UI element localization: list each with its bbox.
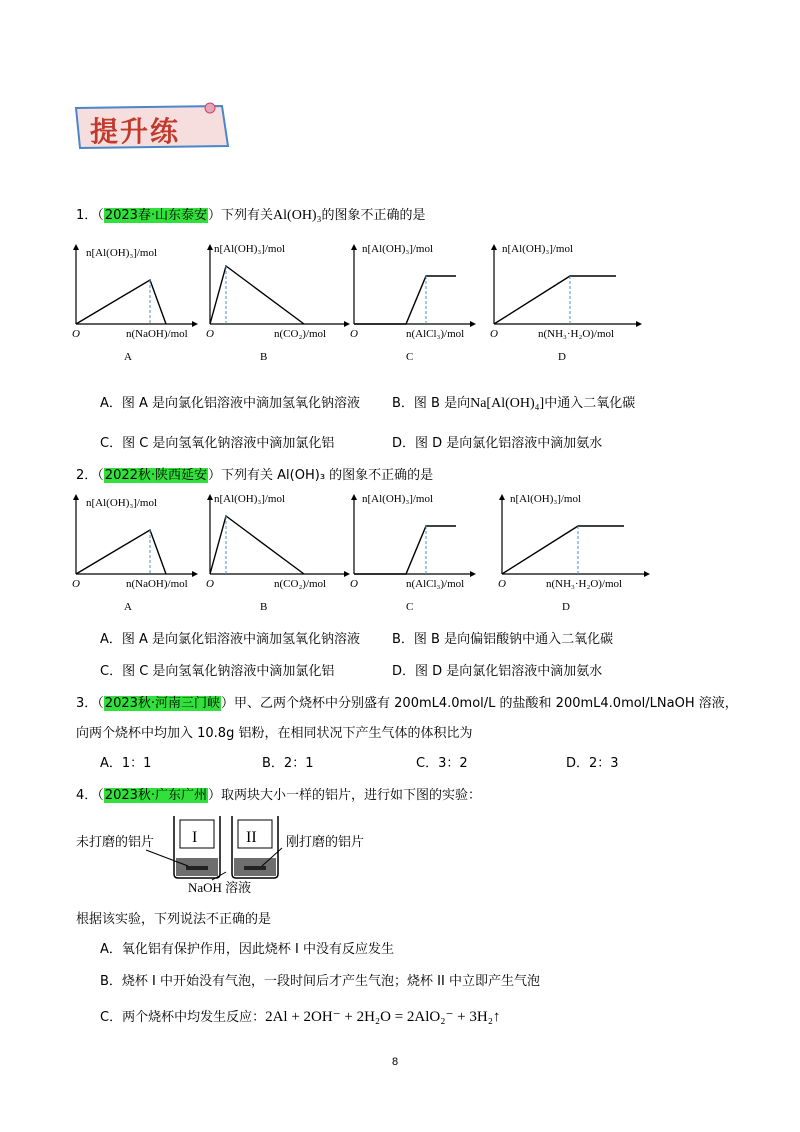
question-4-sub-stem: 根据该实验，下列说法不正确的是 — [76, 912, 272, 927]
graph-a-xlabel: n(NaOH)/mol — [126, 578, 188, 590]
graph-b — [207, 494, 350, 577]
equation: 2Al + 2OH⁻ + 2H₂O = 2AlO₂⁻ + 3H₂↑ — [265, 1009, 501, 1025]
question-number: 1． — [76, 208, 98, 223]
q4-option-c[interactable]: C．两个烧杯中均发生反应：2Al + 2OH⁻ + 2H₂O = 2AlO₂⁻ + 3H₂↑ — [100, 1009, 501, 1025]
graph-b-ylabel: n[Al(OH)₃]/mol — [214, 243, 286, 255]
graph-c — [351, 244, 476, 327]
banner-title: 提升练 — [90, 115, 181, 148]
question-number: 4． — [76, 788, 98, 803]
graph-d — [499, 494, 650, 577]
q3-option-c[interactable]: C．3：2 — [416, 756, 468, 771]
graph-b-origin: O — [206, 328, 214, 340]
solution-label: NaOH 溶液 — [188, 880, 252, 894]
graph-b-caption: B — [260, 351, 268, 363]
q2-option-a[interactable]: A．图 A 是向氯化铝溶液中滴加氢氧化钠溶液 — [100, 632, 361, 647]
graph-b-caption: B — [260, 601, 268, 613]
q4-option-b[interactable]: B．烧杯 I 中开始没有气泡，一段时间后才产生气泡；烧杯 II 中立即产生气泡 — [100, 974, 540, 989]
q1-option-d[interactable]: D．图 D 是向氯化铝溶液中滴加氨水 — [392, 436, 603, 451]
question-text: 下列有关 Al(OH)₃ 的图象不正确的是 — [221, 468, 434, 483]
graph-d-origin: O — [490, 328, 498, 340]
question-2-graphs — [60, 486, 700, 616]
graph-c-ylabel: n[Al(OH)₃]/mol — [362, 493, 434, 505]
graph-d-caption: D — [558, 351, 566, 363]
q1-option-a[interactable]: A．图 A 是向氯化铝溶液中滴加氢氧化钠溶液 — [100, 396, 361, 411]
question-3-stem: 3．（2023秋·河南三门峡）甲、乙两个烧杯中分别盛有 200mL4.0mol/L 的盐酸和 200mL4.0mol/LNaOH 溶液， — [76, 696, 738, 711]
q2-option-d[interactable]: D．图 D 是向氯化铝溶液中滴加氨水 — [392, 664, 603, 679]
q3-option-a[interactable]: A．1：1 — [100, 756, 152, 771]
question-number: 2． — [76, 468, 98, 483]
source-tag: 2023秋·广东广州 — [104, 788, 208, 803]
graph-d-caption: D — [562, 601, 570, 613]
q1-option-c[interactable]: C．图 C 是向氢氧化钠溶液中滴加氯化铝 — [100, 436, 335, 451]
q1-option-b[interactable]: B．图 B 是向Na[Al(OH)₄]中通入二氧化碳 — [392, 396, 636, 411]
graph-b-origin: O — [206, 578, 214, 590]
q3-option-d[interactable]: D．2：3 — [566, 756, 619, 771]
question-3-stem-line2: 向两个烧杯中均加入 10.8g 铝粉，在相同状况下产生气体的体积比为 — [76, 726, 473, 741]
graph-a-ylabel: n[Al(OH)₃]/mol — [86, 247, 158, 259]
question-4-stem: 4．（2023秋·广东广州）取两块大小一样的铝片，进行如下图的实验： — [76, 788, 482, 803]
graph-a-xlabel: n(NaOH)/mol — [126, 328, 188, 340]
beaker-2-label: II — [246, 829, 257, 846]
beaker-figure — [76, 812, 396, 894]
graph-a-caption: A — [124, 351, 132, 363]
graph-c-xlabel: n(AlCl₃)/mol — [406, 578, 465, 590]
formula: Al(OH)₃ — [273, 208, 322, 223]
source-tag: 2022秋·陕西延安 — [104, 468, 208, 483]
source-tag: 2023春·山东泰安 — [104, 208, 208, 223]
graph-a-origin: O — [72, 328, 80, 340]
question-text: 甲、乙两个烧杯中分别盛有 200mL4.0mol/L 的盐酸和 200mL4.0mol/LNaOH 溶液， — [234, 696, 738, 711]
graph-d — [491, 244, 642, 327]
graph-a-caption: A — [124, 601, 132, 613]
graph-d-ylabel: n[Al(OH)₃]/mol — [510, 493, 582, 505]
graph-d-ylabel: n[Al(OH)₃]/mol — [502, 243, 574, 255]
question-number: 3． — [76, 696, 98, 711]
graph-a-origin: O — [72, 578, 80, 590]
graph-c-caption: C — [406, 351, 414, 363]
question-text: 下列有关 — [221, 208, 274, 223]
graph-d-xlabel: n(NH₃·H₂O)/mol — [538, 328, 615, 340]
graph-c-origin: O — [350, 328, 358, 340]
q2-option-c[interactable]: C．图 C 是向氢氧化钠溶液中滴加氯化铝 — [100, 664, 335, 679]
question-text: 取两块大小一样的铝片，进行如下图的实验： — [221, 788, 482, 803]
question-1-graphs — [60, 236, 700, 366]
left-label: 未打磨的铝片 — [76, 834, 155, 849]
q4-option-a[interactable]: A．氧化铝有保护作用，因此烧杯 I 中没有反应发生 — [100, 942, 394, 957]
graph-c — [351, 494, 476, 577]
graph-b-xlabel: n(CO₂)/mol — [274, 578, 327, 590]
beaker-2 — [232, 816, 278, 878]
graph-b-ylabel: n[Al(OH)₃]/mol — [214, 493, 286, 505]
graph-c-ylabel: n[Al(OH)₃]/mol — [362, 243, 434, 255]
graph-d-xlabel: n(NH₃·H₂O)/mol — [546, 578, 623, 590]
graph-c-caption: C — [406, 601, 414, 613]
graph-d-origin: O — [498, 578, 506, 590]
question-1-stem: 1．（2023春·山东泰安）下列有关Al(OH)₃的图象不正确的是 — [76, 208, 426, 223]
section-banner — [72, 102, 232, 152]
q2-option-b[interactable]: B．图 B 是向偏铝酸钠中通入二氧化碳 — [392, 632, 614, 647]
beaker-1-label: I — [192, 829, 198, 846]
page-number: 8 — [392, 1056, 399, 1068]
graph-c-xlabel: n(AlCl₃)/mol — [406, 328, 465, 340]
graph-a-ylabel: n[Al(OH)₃]/mol — [86, 497, 158, 509]
graph-b-xlabel: n(CO₂)/mol — [274, 328, 327, 340]
q3-option-b[interactable]: B．2：1 — [262, 756, 314, 771]
beaker-1 — [174, 816, 220, 878]
graph-b — [207, 244, 350, 327]
source-tag: 2023秋·河南三门峡 — [104, 696, 221, 711]
graph-c-origin: O — [350, 578, 358, 590]
right-label: 刚打磨的铝片 — [286, 834, 365, 849]
formula: Na[Al(OH)₄] — [470, 396, 545, 411]
question-2-stem: 2．（2022秋·陕西延安）下列有关 Al(OH)₃ 的图象不正确的是 — [76, 468, 434, 483]
